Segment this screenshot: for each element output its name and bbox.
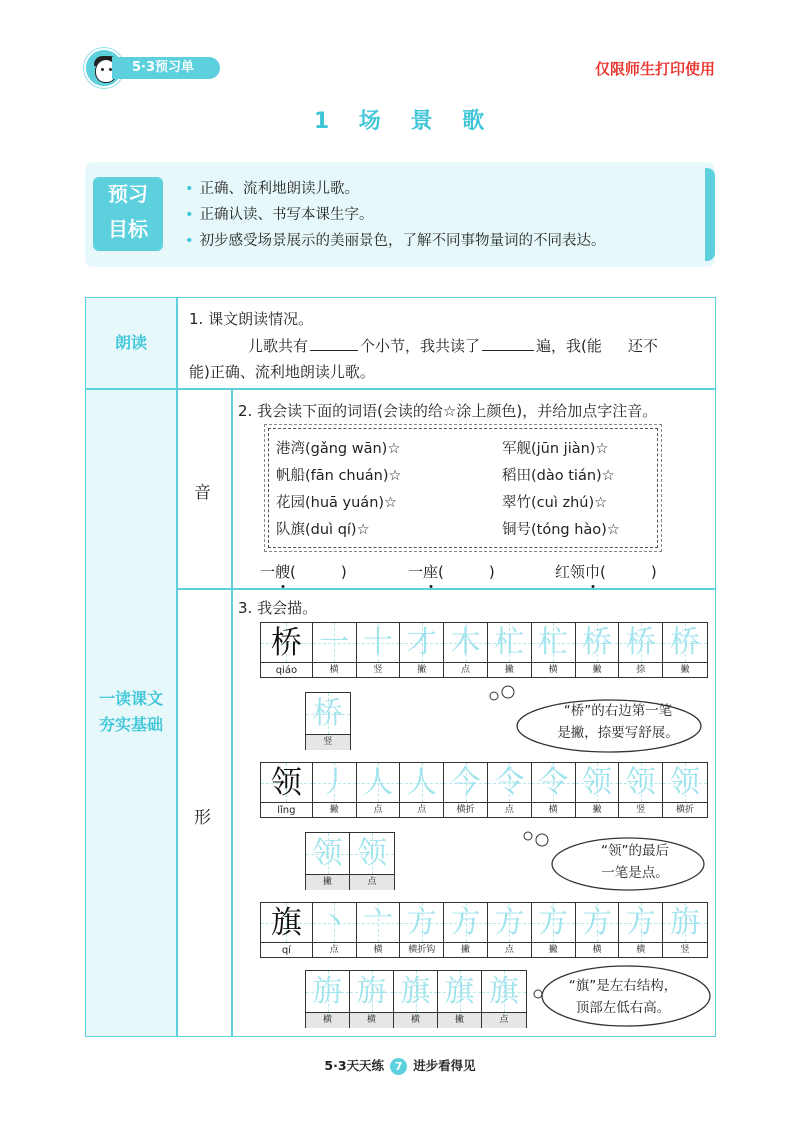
vocab-word[interactable]: 花园(huā yuán)☆: [276, 495, 398, 511]
tip-ling: “领”的最后 一笔是点。: [601, 843, 669, 881]
footer-right: 进步看得见: [413, 1058, 476, 1073]
cell-glyph: 人: [362, 765, 393, 800]
cell-stroke-name: 横折: [676, 805, 695, 815]
goal-item: • 正确、流利地朗读儿歌。: [185, 181, 360, 197]
cell-glyph: 桥: [670, 625, 701, 660]
cell-stroke-name: 点: [482, 1013, 526, 1028]
stroke-step-cell[interactable]: [663, 763, 707, 817]
basics-label: 一读课文 夯实基础: [98, 689, 163, 734]
cell-glyph: 令: [538, 765, 569, 800]
cell-stroke-name: 竖: [680, 945, 690, 955]
cell-stroke-name: 点: [350, 875, 394, 890]
stroke-step-cell[interactable]: [444, 763, 488, 817]
q2-title: 2. 我会读下面的词语(会读的给☆涂上颜色)，并给加点字注音。: [238, 402, 658, 420]
cell-stroke-name: 捺: [636, 665, 646, 675]
vocab-box: [268, 428, 658, 548]
practice-cell[interactable]: [306, 971, 350, 1027]
pinyin-fill-2[interactable]: 一座( ): [408, 563, 495, 581]
goal-item: • 正确认读、书写本课生字。: [185, 207, 374, 223]
cell-glyph: 领: [270, 765, 302, 801]
cell-stroke-name: 撇: [329, 805, 339, 815]
page-number: 7: [390, 1058, 407, 1075]
stroke-step-cell[interactable]: [532, 903, 576, 957]
stroke-step-cell[interactable]: [619, 763, 663, 817]
char-model-cell: [261, 763, 313, 817]
stroke-step-cell[interactable]: [444, 623, 488, 677]
cell-stroke-name: 撇: [306, 875, 349, 890]
cell-glyph: 方: [538, 905, 569, 940]
writing-grid: [260, 622, 708, 678]
vocab-word[interactable]: 铜号(tóng hào)☆: [502, 522, 620, 538]
cell-stroke-name: 撇: [548, 945, 558, 955]
stroke-step-cell[interactable]: [576, 623, 620, 677]
cell-stroke-name: 撇: [592, 805, 602, 815]
cell-glyph: 领: [625, 765, 656, 800]
stroke-step-cell[interactable]: [400, 903, 444, 957]
cell-glyph: 桥: [625, 625, 656, 660]
cell-glyph: 丶: [319, 905, 350, 940]
stroke-step-cell[interactable]: [663, 623, 707, 677]
stroke-step-cell[interactable]: [576, 763, 620, 817]
cell-stroke-name: 竖: [373, 665, 383, 675]
cell-glyph: 令: [494, 765, 525, 800]
cell-glyph: 桥: [313, 696, 343, 731]
goals-list: [185, 176, 606, 254]
cell-stroke-name: 横折: [456, 805, 475, 815]
cell-stroke-name: 横: [329, 665, 339, 675]
cell-pinyin: lǐng: [277, 805, 296, 816]
char-model-cell: [261, 903, 313, 957]
pinyin-fill-1[interactable]: 一艘( ): [260, 563, 347, 581]
cell-stroke-name: 撇: [461, 945, 471, 955]
stroke-step-cell[interactable]: [357, 623, 401, 677]
cell-pinyin: qiáo: [275, 665, 298, 676]
practice-cell[interactable]: [438, 971, 482, 1027]
stroke-step-cell[interactable]: [663, 903, 707, 957]
goals-tag: [93, 177, 163, 251]
read-times-blank[interactable]: [482, 337, 534, 351]
q1-line1: 儿歌共有 个小节，我共读了 遍，我(能 还不: [248, 337, 658, 355]
practice-cell[interactable]: [350, 971, 394, 1027]
practice-cell[interactable]: [306, 693, 350, 749]
cell-stroke-name: 横: [373, 945, 383, 955]
stroke-step-cell[interactable]: [357, 763, 401, 817]
cell-stroke-name: 横: [394, 1013, 437, 1028]
cell-glyph: 木: [450, 625, 481, 660]
vocab-word[interactable]: 队旗(duì qí)☆: [276, 522, 370, 538]
cell-glyph: 旃: [312, 974, 343, 1009]
shape-label: 形: [194, 808, 211, 828]
stroke-step-cell[interactable]: [619, 623, 663, 677]
vocab-word[interactable]: 稻田(dào tián)☆: [502, 468, 615, 484]
cell-stroke-name: 点: [417, 805, 427, 815]
vocab-word[interactable]: 港湾(gǎng wān)☆: [276, 441, 401, 457]
cell-glyph: 方: [625, 905, 656, 940]
cell-stroke-name: 竖: [306, 735, 350, 750]
cell-stroke-name: 点: [373, 805, 383, 815]
cell-glyph: 方: [581, 905, 612, 940]
cell-stroke-name: 竖: [636, 805, 646, 815]
vocab-word[interactable]: 帆船(fān chuán)☆: [276, 468, 402, 484]
cell-glyph: 旗: [270, 905, 302, 941]
footer-left: 5·3天天练: [324, 1058, 385, 1073]
writing-grid: [260, 902, 708, 958]
cell-glyph: 人: [406, 765, 437, 800]
cell-stroke-name: 点: [461, 665, 471, 675]
vocab-word[interactable]: 军舰(jūn jiàn)☆: [502, 441, 609, 457]
q3-title: 3. 我会描。: [238, 599, 318, 617]
vocab-word[interactable]: 翠竹(cuì zhú)☆: [502, 495, 608, 511]
practice-cell[interactable]: [350, 833, 394, 889]
print-notice: 仅限师生打印使用: [594, 60, 715, 78]
cell-stroke-name: 点: [329, 945, 339, 955]
cell-stroke-name: 横折钩: [408, 945, 436, 955]
cell-stroke-name: 横: [636, 945, 646, 955]
cell-glyph: 才: [406, 625, 437, 660]
cell-glyph: 十: [362, 625, 393, 660]
stroke-step-cell[interactable]: [488, 903, 532, 957]
cell-stroke-name: 点: [504, 805, 514, 815]
q1-title: 1. 课文朗读情况。: [189, 310, 314, 328]
cell-glyph: 一: [319, 625, 350, 660]
cell-glyph: 桥: [581, 625, 612, 660]
q1-line2: 能)正确、流利地朗读儿歌。: [189, 363, 375, 381]
tip-qi: “旗”是左右结构， 顶部左低右高。: [568, 978, 678, 1016]
cell-glyph: 杧: [538, 625, 569, 660]
goal-item: • 初步感受场景展示的美丽景色，了解不同事物量词的不同表达。: [185, 233, 606, 249]
sound-label: 音: [194, 483, 211, 503]
stroke-step-cell[interactable]: [313, 763, 357, 817]
cell-stroke-name: 撇: [504, 665, 514, 675]
practice-grid[interactable]: [305, 832, 395, 890]
cell-stroke-name: 横: [592, 945, 602, 955]
cell-pinyin: qí: [281, 945, 291, 956]
stroke-step-cell[interactable]: [576, 903, 620, 957]
cell-glyph: 旗: [489, 974, 519, 1009]
stroke-step-cell[interactable]: [313, 903, 357, 957]
cell-stroke-name: 点: [504, 945, 514, 955]
cell-stroke-name: 撇: [592, 665, 602, 675]
cell-stroke-name: 横: [548, 665, 558, 675]
goals-accent-bar: [705, 168, 715, 261]
stroke-step-cell[interactable]: [532, 763, 576, 817]
practice-grid[interactable]: [305, 692, 351, 750]
cell-glyph: 旗: [400, 974, 431, 1009]
cell-glyph: 旃: [356, 974, 387, 1009]
practice-cell[interactable]: [306, 833, 350, 889]
cell-glyph: 旃: [670, 905, 701, 940]
cell-glyph: 领: [357, 836, 387, 871]
stroke-step-cell[interactable]: [400, 623, 444, 677]
footer: [0, 1056, 800, 1075]
stroke-step-cell[interactable]: [488, 763, 532, 817]
stroke-step-cell[interactable]: [357, 903, 401, 957]
cell-glyph: 领: [670, 765, 701, 800]
stroke-step-cell[interactable]: [619, 903, 663, 957]
cell-glyph: 领: [312, 836, 343, 871]
cell-glyph: 方: [494, 905, 525, 940]
tip-qiao: “桥”的右边第一笔 是撇，捺要写舒展。: [557, 703, 679, 741]
cell-stroke-name: 横: [306, 1013, 349, 1028]
cell-stroke-name: 横: [548, 805, 558, 815]
stroke-step-cell[interactable]: [400, 763, 444, 817]
cell-glyph: 丿: [319, 765, 350, 800]
stroke-step-cell[interactable]: [532, 623, 576, 677]
cell-glyph: 领: [581, 765, 612, 800]
cell-stroke-name: 撇: [417, 665, 427, 675]
reading-label: 朗读: [114, 333, 147, 352]
stroke-step-cell[interactable]: [488, 623, 532, 677]
cell-glyph: 桥: [270, 625, 302, 661]
cell-stroke-name: 横: [350, 1013, 393, 1028]
cell-glyph: 方: [450, 905, 481, 940]
series-badge: 5·3预习单: [112, 57, 220, 79]
cell-stroke-name: 撇: [680, 665, 690, 675]
writing-grid: [260, 762, 708, 818]
cell-stroke-name: 撇: [438, 1013, 481, 1028]
cell-glyph: 旗: [444, 974, 475, 1009]
practice-grid[interactable]: [305, 970, 527, 1028]
pinyin-fill-3[interactable]: 红领巾( ): [555, 563, 657, 581]
stroke-step-cell[interactable]: [444, 903, 488, 957]
cell-glyph: 亠: [362, 905, 393, 940]
goals-tag-line2: 目标: [108, 217, 148, 241]
stroke-step-cell[interactable]: [313, 623, 357, 677]
goals-tag-line1: 预习: [108, 182, 148, 206]
char-model-cell: [261, 623, 313, 677]
cell-glyph: 方: [406, 905, 437, 940]
cell-glyph: 今: [450, 765, 481, 800]
cell-glyph: 杧: [494, 625, 525, 660]
section-count-blank[interactable]: [310, 337, 358, 351]
practice-cell[interactable]: [394, 971, 438, 1027]
lesson-title: 1 场 景 歌: [313, 109, 487, 134]
practice-cell[interactable]: [482, 971, 526, 1027]
